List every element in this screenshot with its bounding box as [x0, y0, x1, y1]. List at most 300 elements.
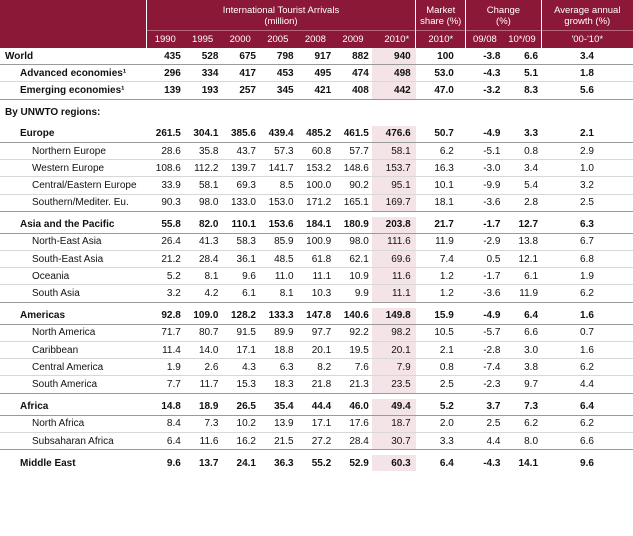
value-cell: 3.3: [416, 432, 466, 449]
value-cell: 21.7: [416, 217, 466, 234]
value-cell: 3.4: [503, 160, 541, 177]
value-cell: 474: [334, 65, 372, 82]
value-cell: 153.7: [372, 160, 416, 177]
value-cell: 112.2: [184, 160, 222, 177]
value-cell: -1.7: [466, 268, 504, 285]
table-body: [0, 48, 633, 471]
value-cell: 6.4: [541, 399, 633, 416]
value-cell: 2.1: [541, 126, 633, 143]
value-cell: 12.1: [503, 251, 541, 268]
value-cell: 91.5: [221, 324, 259, 341]
value-cell: 58.1: [372, 142, 416, 159]
value-cell: 1.9: [541, 268, 633, 285]
value-cell: 495: [297, 65, 335, 82]
value-cell: 57.7: [334, 142, 372, 159]
value-cell: 92.8: [146, 308, 184, 325]
year-header: 2009: [334, 31, 372, 49]
value-cell: 13.9: [259, 415, 297, 432]
value-cell: 9.6: [580, 457, 594, 469]
value-cell: 4.4: [466, 432, 504, 449]
table-row: [0, 251, 633, 268]
table-row: [0, 82, 633, 99]
value-cell: 345: [259, 82, 297, 99]
value-cell: 5.4: [503, 177, 541, 194]
value-cell: 11.7: [184, 376, 222, 393]
value-cell: 19.5: [334, 342, 372, 359]
value-cell: 476.6: [372, 126, 416, 143]
value-cell: 7.3: [184, 415, 222, 432]
arrivals-title: International Tourist Arrivals: [146, 0, 415, 16]
row-label: Western Europe: [0, 160, 146, 177]
value-cell: 133.0: [221, 194, 259, 211]
value-cell: 882: [334, 48, 372, 65]
value-cell: -2.9: [466, 233, 504, 250]
value-cell: 6.2: [541, 415, 633, 432]
value-cell: 6.4: [439, 457, 454, 469]
value-cell: 17.1: [221, 342, 259, 359]
value-cell: 98.0: [184, 194, 222, 211]
value-cell: 498: [372, 65, 416, 82]
value-cell: 57.3: [259, 142, 297, 159]
value-cell: 203.8: [372, 217, 416, 234]
value-cell: 7.6: [334, 359, 372, 376]
growth-unit: growth (%): [541, 16, 633, 31]
value-cell: 153.2: [297, 160, 335, 177]
value-cell: 11.6: [184, 432, 222, 449]
value-cell: 82.0: [184, 217, 222, 234]
value-cell: 111.6: [372, 233, 416, 250]
value-cell: 128.2: [221, 308, 259, 325]
row-label: North America: [0, 324, 146, 341]
table-row: [0, 65, 633, 82]
year-header: 2005: [259, 31, 297, 49]
value-cell: 55.8: [146, 217, 184, 234]
value-cell: 90.2: [334, 177, 372, 194]
value-cell: 385.6: [221, 126, 259, 143]
arrivals-unit: (million): [146, 16, 415, 31]
value-cell: -4.9: [466, 308, 504, 325]
row-label: South-East Asia: [0, 251, 146, 268]
value-cell: 14.1: [518, 457, 539, 469]
value-cell: 3.7: [466, 399, 504, 416]
value-cell: 18.1: [416, 194, 466, 211]
value-cell: 36.1: [221, 251, 259, 268]
value-cell: 69.6: [372, 251, 416, 268]
value-cell: 2.5: [541, 194, 633, 211]
value-cell: 3.2: [541, 177, 633, 194]
year-header: 1990: [146, 31, 184, 49]
market-unit: share (%): [416, 16, 466, 31]
row-label: Americas: [0, 308, 146, 325]
value-cell: 917: [297, 48, 335, 65]
value-cell: 10.2: [221, 415, 259, 432]
value-cell: -3.6: [466, 194, 504, 211]
value-cell: 90.3: [146, 194, 184, 211]
value-cell: 13.7: [198, 457, 219, 469]
value-cell: 261.5: [146, 126, 184, 143]
value-cell: 69.3: [221, 177, 259, 194]
value-cell: 171.2: [297, 194, 335, 211]
row-label: World: [0, 48, 146, 65]
row-label: Northern Europe: [0, 142, 146, 159]
value-cell: 7.4: [416, 251, 466, 268]
value-cell: 6.7: [541, 233, 633, 250]
value-cell: 21.2: [146, 251, 184, 268]
value-cell: 8.0: [503, 432, 541, 449]
value-cell: 1.6: [541, 308, 633, 325]
value-cell: 1.2: [416, 268, 466, 285]
value-cell: 13.8: [503, 233, 541, 250]
value-cell: 184.1: [297, 217, 335, 234]
change-unit: (%): [466, 16, 541, 31]
value-cell: 5.2: [146, 268, 184, 285]
row-label: North Africa: [0, 415, 146, 432]
table-row: [0, 455, 633, 471]
value-cell: 675: [221, 48, 259, 65]
value-cell: 15.9: [416, 308, 466, 325]
value-cell: 6.4: [146, 432, 184, 449]
value-cell: 35.8: [184, 142, 222, 159]
value-cell: 4.3: [221, 359, 259, 376]
table-row: [0, 217, 633, 234]
value-cell: 11.0: [259, 268, 297, 285]
value-cell: -3.0: [466, 160, 504, 177]
value-cell: 8.4: [146, 415, 184, 432]
value-cell: 95.1: [372, 177, 416, 194]
value-cell: 2.8: [503, 194, 541, 211]
value-cell: 14.0: [184, 342, 222, 359]
growth-title: Average annual: [541, 0, 633, 16]
value-cell: 257: [221, 82, 259, 99]
value-cell: 100.0: [297, 177, 335, 194]
value-cell: 6.6: [503, 48, 541, 65]
row-label: Central America: [0, 359, 146, 376]
value-cell: 16.2: [221, 432, 259, 449]
value-cell: 435: [146, 48, 184, 65]
value-cell: 6.3: [541, 217, 633, 234]
value-cell: 26.4: [146, 233, 184, 250]
value-cell: 2.1: [416, 342, 466, 359]
value-cell: 147.8: [297, 308, 335, 325]
value-cell: 58.3: [221, 233, 259, 250]
value-cell: 109.0: [184, 308, 222, 325]
value-cell: 24.1: [236, 457, 256, 469]
value-cell: 169.7: [372, 194, 416, 211]
value-cell: 55.2: [311, 457, 332, 469]
value-cell: 8.1: [259, 285, 297, 302]
value-cell: 6.6: [541, 432, 633, 449]
value-cell: 2.5: [416, 376, 466, 393]
value-cell: 60.3: [372, 455, 416, 471]
value-cell: 417: [221, 65, 259, 82]
value-cell: 133.3: [259, 308, 297, 325]
value-cell: 80.7: [184, 324, 222, 341]
value-cell: 153.6: [259, 217, 297, 234]
row-label: Africa: [0, 399, 146, 416]
value-cell: 18.7: [372, 415, 416, 432]
value-cell: 296: [146, 65, 184, 82]
value-cell: 33.9: [146, 177, 184, 194]
value-cell: 18.9: [184, 399, 222, 416]
value-cell: -5.7: [466, 324, 504, 341]
value-cell: 7.3: [503, 399, 541, 416]
value-cell: 9.9: [334, 285, 372, 302]
value-cell: -4.9: [466, 126, 504, 143]
table-row: [0, 194, 633, 211]
value-cell: 20.1: [372, 342, 416, 359]
value-cell: 100.9: [297, 233, 335, 250]
value-cell: 2.6: [184, 359, 222, 376]
value-cell: 10.1: [416, 177, 466, 194]
value-cell: 7.9: [372, 359, 416, 376]
value-cell: 100: [416, 48, 466, 65]
value-cell: 1.6: [541, 342, 633, 359]
row-label: Advanced economies¹: [0, 65, 146, 82]
table-header: [0, 0, 633, 48]
table-row: [0, 399, 633, 416]
value-cell: 3.8: [503, 359, 541, 376]
value-cell: 2.9: [541, 142, 633, 159]
value-cell: -5.1: [466, 142, 504, 159]
table-row: [0, 432, 633, 449]
value-cell: 940: [372, 48, 416, 65]
year-header: 2008: [297, 31, 335, 49]
value-cell: 52.9: [349, 457, 369, 469]
value-cell: 2.5: [466, 415, 504, 432]
value-cell: 6.2: [541, 285, 633, 302]
value-cell: 8.2: [297, 359, 335, 376]
value-cell: 193: [184, 82, 222, 99]
value-cell: 92.2: [334, 324, 372, 341]
value-cell: 9.6: [221, 268, 259, 285]
value-cell: 421: [297, 82, 335, 99]
value-cell: 18.8: [259, 342, 297, 359]
value-cell: 30.7: [372, 432, 416, 449]
value-cell: 8.5: [259, 177, 297, 194]
value-cell: 71.7: [146, 324, 184, 341]
table-row: [0, 126, 633, 143]
value-cell: 11.1: [372, 285, 416, 302]
value-cell: 11.9: [416, 233, 466, 250]
value-cell: -1.7: [466, 217, 504, 234]
value-cell: 5.2: [416, 399, 466, 416]
value-cell: 8.1: [184, 268, 222, 285]
growth-period-header: '00-'10*: [541, 31, 633, 49]
table-row: [0, 268, 633, 285]
value-cell: 6.4: [503, 308, 541, 325]
value-cell: 58.1: [184, 177, 222, 194]
table-row: [0, 233, 633, 250]
year-header: 2010*: [372, 31, 416, 49]
value-cell: 11.4: [146, 342, 184, 359]
value-cell: 50.7: [416, 126, 466, 143]
value-cell: 408: [334, 82, 372, 99]
value-cell: 6.6: [503, 324, 541, 341]
value-cell: 0.8: [503, 142, 541, 159]
value-cell: 4.2: [184, 285, 222, 302]
value-cell: -2.8: [466, 342, 504, 359]
value-cell: 97.7: [297, 324, 335, 341]
value-cell: 36.3: [274, 457, 294, 469]
value-cell: 60.8: [297, 142, 335, 159]
value-cell: -7.4: [466, 359, 504, 376]
value-cell: 1.2: [416, 285, 466, 302]
value-cell: 89.9: [259, 324, 297, 341]
market-year-header: 2010*: [416, 31, 466, 49]
value-cell: 108.6: [146, 160, 184, 177]
value-cell: -2.3: [466, 376, 504, 393]
table-row: [0, 376, 633, 393]
header-corner: [0, 0, 146, 48]
table-row: [0, 342, 633, 359]
value-cell: 461.5: [334, 126, 372, 143]
value-cell: 17.6: [334, 415, 372, 432]
value-cell: 8.3: [503, 82, 541, 99]
value-cell: 148.6: [334, 160, 372, 177]
value-cell: 6.8: [541, 251, 633, 268]
value-cell: 21.3: [334, 376, 372, 393]
table-row: [0, 142, 633, 159]
value-cell: 43.7: [221, 142, 259, 159]
value-cell: 2.0: [416, 415, 466, 432]
value-cell: 798: [259, 48, 297, 65]
value-cell: 334: [184, 65, 222, 82]
row-label: Oceania: [0, 268, 146, 285]
row-label: Subsaharan Africa: [0, 432, 146, 449]
table-row: [0, 285, 633, 302]
value-cell: 23.5: [372, 376, 416, 393]
value-cell: -3.6: [466, 285, 504, 302]
value-cell: -3.8: [466, 48, 504, 65]
value-cell: 140.6: [334, 308, 372, 325]
value-cell: 4.4: [541, 376, 633, 393]
value-cell: 6.3: [259, 359, 297, 376]
value-cell: 3.0: [503, 342, 541, 359]
value-cell: 46.0: [334, 399, 372, 416]
value-cell: 180.9: [334, 217, 372, 234]
value-cell: 49.4: [372, 399, 416, 416]
value-cell: 27.2: [297, 432, 335, 449]
value-cell: 304.1: [184, 126, 222, 143]
value-cell: 28.4: [184, 251, 222, 268]
value-cell: 3.2: [146, 285, 184, 302]
value-cell: 141.7: [259, 160, 297, 177]
value-cell: 6.2: [416, 142, 466, 159]
value-cell: 0.7: [541, 324, 633, 341]
row-label: Europe: [0, 126, 146, 143]
value-cell: 28.6: [146, 142, 184, 159]
value-cell: 61.8: [297, 251, 335, 268]
row-label: Middle East: [20, 457, 76, 469]
value-cell: 18.3: [259, 376, 297, 393]
row-label: Central/Eastern Europe: [0, 177, 146, 194]
year-header: 2000: [221, 31, 259, 49]
value-cell: 11.1: [297, 268, 335, 285]
table-row: [0, 324, 633, 341]
value-cell: 28.4: [334, 432, 372, 449]
value-cell: 453: [259, 65, 297, 82]
row-label: South Asia: [0, 285, 146, 302]
value-cell: 6.2: [503, 415, 541, 432]
value-cell: 35.4: [259, 399, 297, 416]
table-row: [0, 308, 633, 325]
value-cell: 7.7: [146, 376, 184, 393]
value-cell: 165.1: [334, 194, 372, 211]
value-cell: 9.6: [166, 457, 181, 469]
row-label: Emerging economies¹: [0, 82, 146, 99]
market-title: Market: [416, 0, 466, 16]
value-cell: 98.0: [334, 233, 372, 250]
value-cell: 9.7: [503, 376, 541, 393]
value-cell: 14.8: [146, 399, 184, 416]
value-cell: -9.9: [466, 177, 504, 194]
value-cell: 48.5: [259, 251, 297, 268]
value-cell: 1.9: [146, 359, 184, 376]
value-cell: 16.3: [416, 160, 466, 177]
value-cell: 62.1: [334, 251, 372, 268]
table-row: [0, 160, 633, 177]
value-cell: 528: [184, 48, 222, 65]
year-header: 1995: [184, 31, 222, 49]
value-cell: -4.3: [466, 65, 504, 82]
change-title: Change: [466, 0, 541, 16]
value-cell: 439.4: [259, 126, 297, 143]
value-cell: 149.8: [372, 308, 416, 325]
table-row: [0, 48, 633, 65]
value-cell: 5.1: [503, 65, 541, 82]
value-cell: 15.3: [221, 376, 259, 393]
value-cell: 6.2: [541, 359, 633, 376]
value-cell: 139.7: [221, 160, 259, 177]
row-label: South America: [0, 376, 146, 393]
table-row: [0, 177, 633, 194]
value-cell: 139: [146, 82, 184, 99]
change-col-header: 09/08: [466, 31, 504, 49]
value-cell: 1.0: [541, 160, 633, 177]
value-cell: 21.8: [297, 376, 335, 393]
value-cell: -4.3: [483, 457, 501, 469]
value-cell: 0.8: [416, 359, 466, 376]
row-label: Southern/Mediter. Eu.: [0, 194, 146, 211]
value-cell: 47.0: [416, 82, 466, 99]
value-cell: 442: [372, 82, 416, 99]
value-cell: 0.5: [466, 251, 504, 268]
row-label: By UNWTO regions:: [5, 107, 101, 119]
value-cell: 21.5: [259, 432, 297, 449]
change-col-header: 10*/09: [503, 31, 541, 49]
value-cell: 10.5: [416, 324, 466, 341]
value-cell: 485.2: [297, 126, 335, 143]
value-cell: 53.0: [416, 65, 466, 82]
value-cell: 98.2: [372, 324, 416, 341]
value-cell: -3.2: [466, 82, 504, 99]
value-cell: 20.1: [297, 342, 335, 359]
value-cell: 17.1: [297, 415, 335, 432]
table-row: [0, 105, 633, 121]
value-cell: 12.7: [503, 217, 541, 234]
value-cell: 3.4: [541, 48, 633, 65]
row-label: North-East Asia: [0, 233, 146, 250]
row-label: Asia and the Pacific: [0, 217, 146, 234]
value-cell: 11.6: [372, 268, 416, 285]
value-cell: 110.1: [221, 217, 259, 234]
value-cell: 26.5: [221, 399, 259, 416]
value-cell: 5.6: [541, 82, 633, 99]
row-label: Caribbean: [0, 342, 146, 359]
value-cell: 153.0: [259, 194, 297, 211]
value-cell: 41.3: [184, 233, 222, 250]
value-cell: 6.1: [503, 268, 541, 285]
